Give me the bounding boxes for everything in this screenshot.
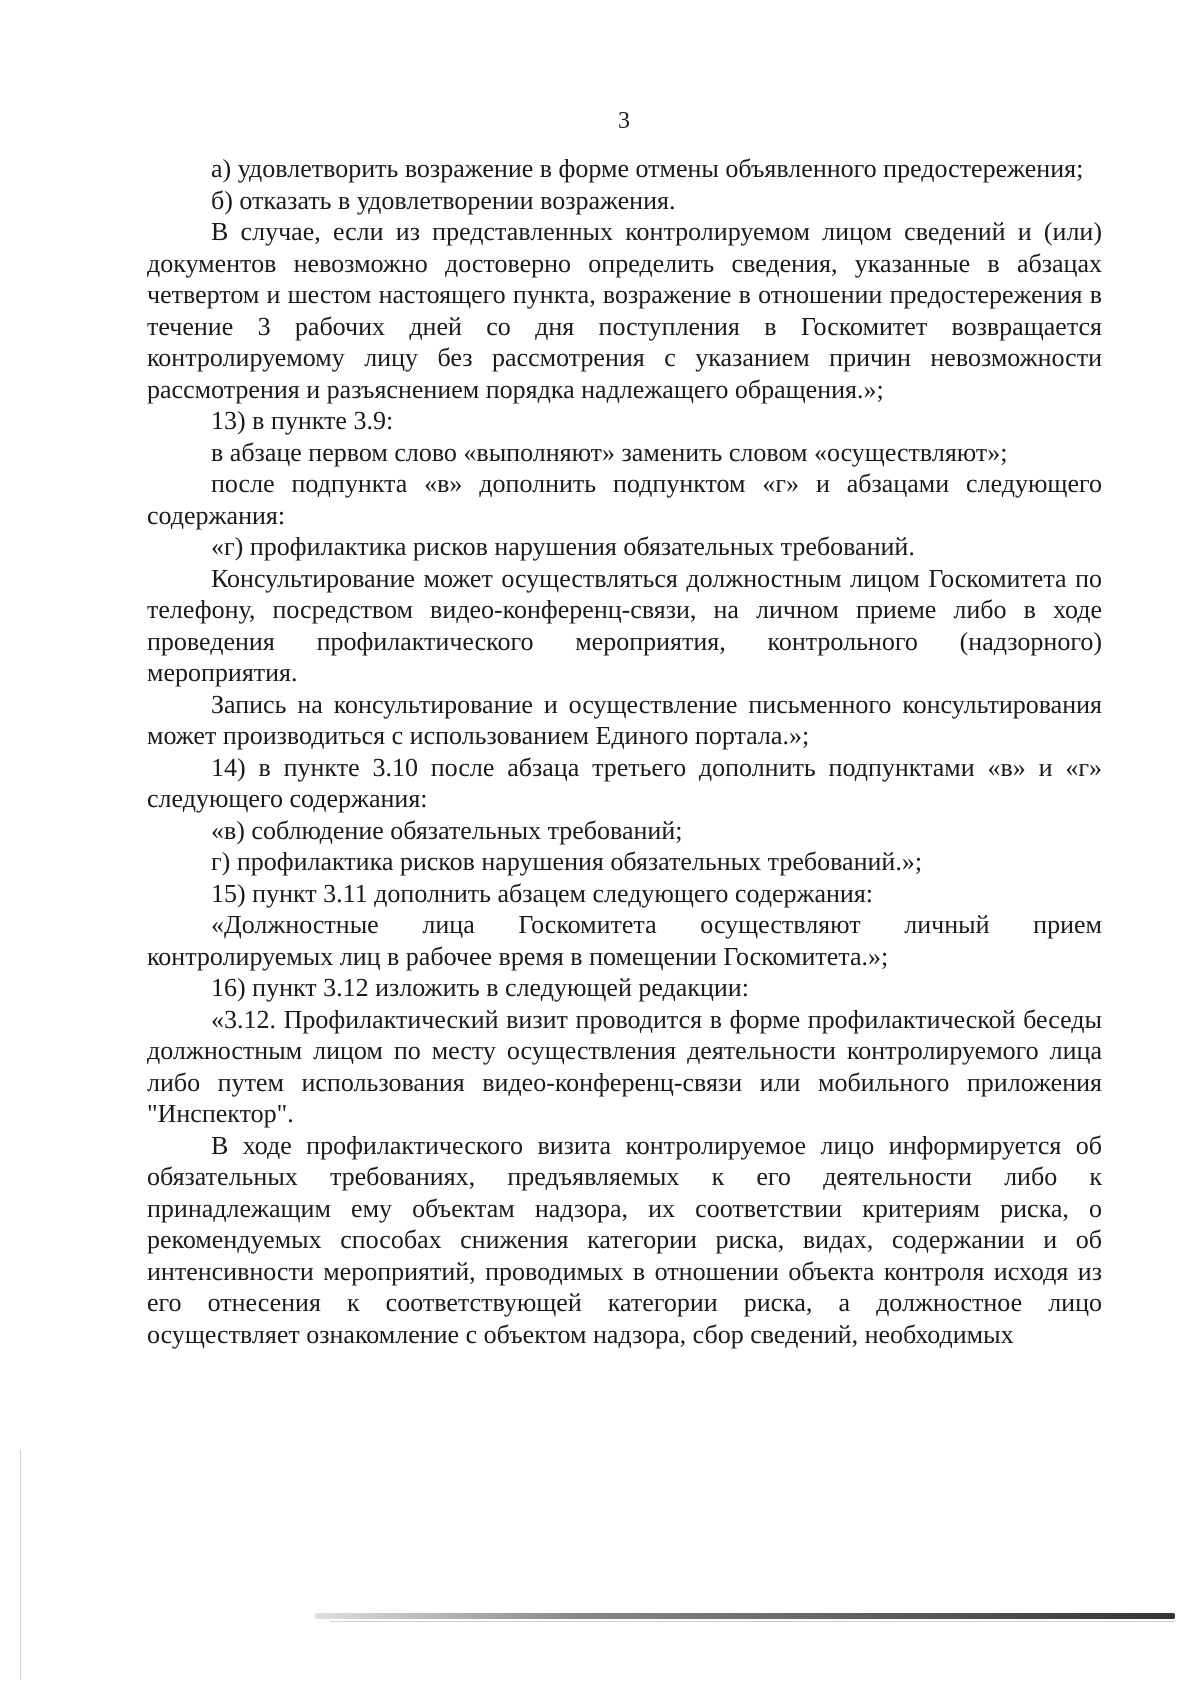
document-body [147,153,1102,1350]
paragraph-3-12: «3.12. Профилактический визит проводится в форме профилактической беседы должностным лицом по месту осуществления деятельности контролируемого лица либо путем использования видео-конференц-связи или мобильного приложения "Инспектор". [147,1004,1102,1128]
paragraph-item-13-first: в абзаце первом слово «выполняют» заменить словом «осуществляют»; [211,437,1008,467]
paragraph-subitem-v: «в) соблюдение обязательных требований; [211,815,683,845]
paragraph-item-13: 13) в пункте 3.9: [211,406,394,435]
paragraph-item-14: 14) в пункте 3.10 после абзаца третьего дополнить подпунктами «в» и «г» следующего содержания: [147,752,1102,813]
paragraph-item-13-second: после подпункта «в» дополнить подпунктом «г» и абзацами следующего содержания: [147,469,1102,530]
paragraph-option-a: а) удовлетворить возражение в форме отмены объявленного предостережения; [211,154,1084,183]
paragraph-subitem-g: «г) профилактика рисков нарушения обязательных требований. [211,532,915,561]
page-number: 3 [618,108,630,134]
paragraph-return-of-objection: В случае, если из представленных контролируемом лицом сведений и (или) документов невозможно достоверно определить сведения, указанные в абзацах четвертом и шестом настоящего пункта, возражение в отношении предостережения в течение 3 рабочих дней со дня поступления в Госкомитет возвращается контролируемому лицу без рассмотрения с указанием причин невозможности рассмотрения и разъяснением порядка надлежащего обращения.»; [147,217,1102,404]
paragraph-option-b: б) отказать в удовлетворении возражения. [211,185,676,215]
paragraph-consulting-registration: Запись на консультирование и осуществление письменного консультирования может производиться с использованием Единого портала.»; [147,689,1102,750]
paragraph-subitem-g-2: г) профилактика рисков нарушения обязательных требований.»; [211,847,923,876]
bottom-scan-rule [315,1613,1175,1619]
bottom-scan-rule-thin [330,1621,1175,1622]
paragraph-personal-reception: «Должностные лица Госкомитета осуществляют личный прием контролируемых лиц в рабочее время в помещении Госкомитета.»; [147,910,1102,971]
paragraph-consulting: Консультирование может осуществляться должностным лицом Госкомитета по телефону, посредством видео-конференц-связи, на личном приеме либо в ходе проведения профилактического мероприятия, контрольного (надзорного) мероприятия. [147,563,1102,687]
paragraph-item-15: 15) пункт 3.11 дополнить абзацем следующего содержания: [211,878,873,908]
paragraph-preventive-visit: В ходе профилактического визита контролируемое лицо информируется об обязательных требованиях, предъявляемых к его деятельности либо к принадлежащим ему объектам надзора, их соответствии критериям риска, о рекомендуемых способах снижения категории риска, видах, содержании и об интенсивности мероприятий, проводимых в отношении объекта контроля исходя из его отнесения к соответствующей категории риска, а должностное лицо осуществляет ознакомление с объектом надзора, сбор сведений, необходимых [147,1130,1102,1349]
scan-edge-line [20,1450,21,1680]
paragraph-item-16: 16) пункт 3.12 изложить в следующей редакции: [211,973,749,1002]
